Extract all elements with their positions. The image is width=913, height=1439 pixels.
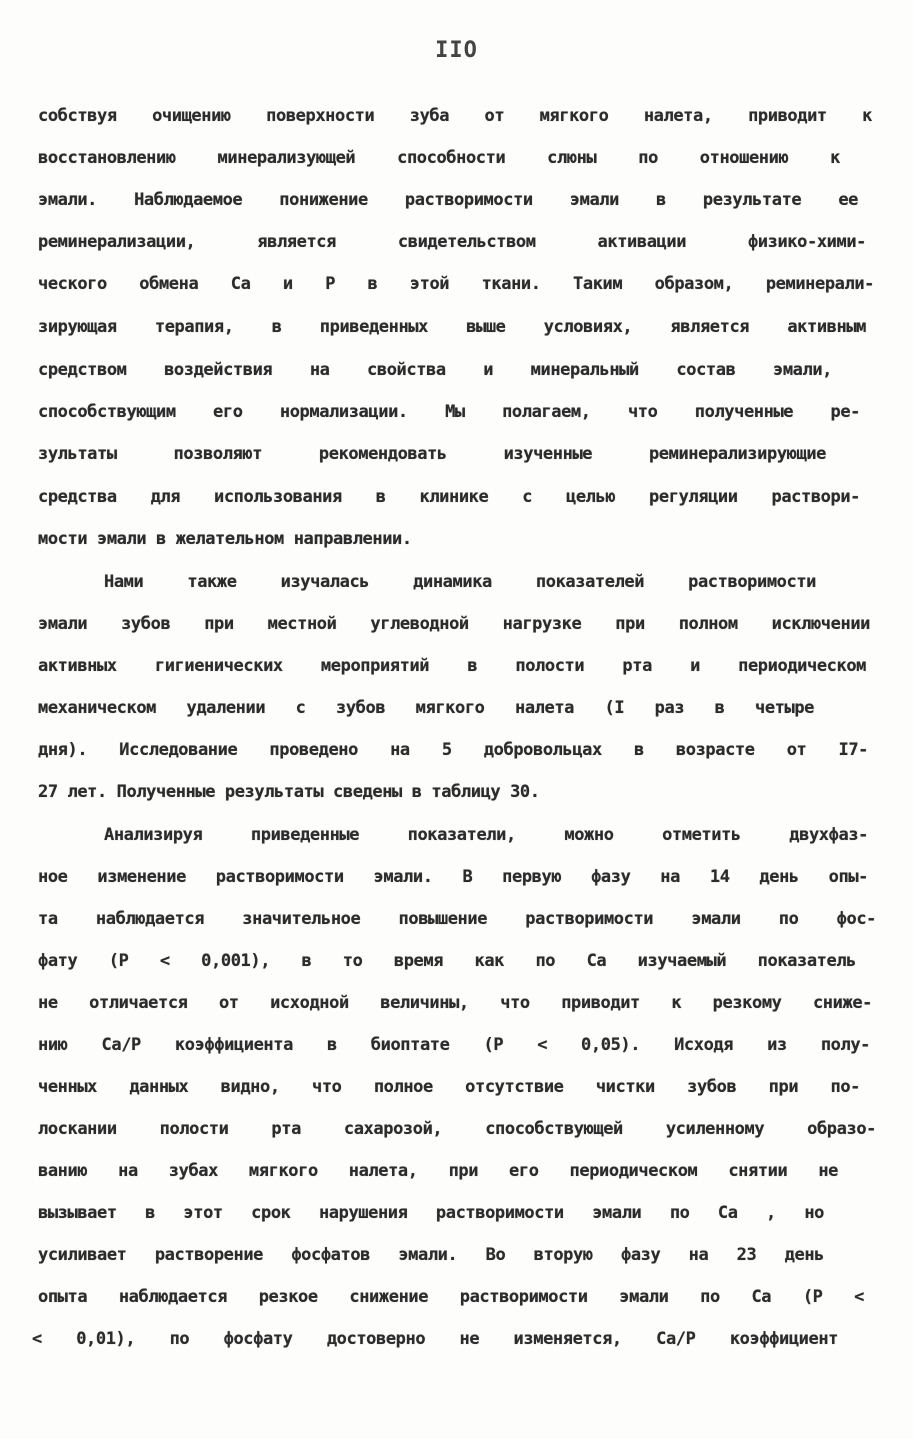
text-line: активных гигиенических мероприятий в полости рта и периодическом	[38, 656, 866, 676]
text-line: фату (P < 0,001), в то время как по Ca изучаемый показатель	[38, 951, 856, 971]
page-number: IIO	[435, 38, 478, 63]
text-line: эмали. Наблюдаемое понижение растворимости эмали в результате ее	[38, 190, 858, 210]
text-line: ческого обмена Ca и P в этой ткани. Таким образом, реминерали-	[38, 274, 874, 294]
text-line: ное изменение растворимости эмали. В первую фазу на 14 день опы-	[38, 867, 868, 887]
text-line: ванию на зубах мягкого налета, при его периодическом снятии не	[38, 1161, 838, 1181]
text-line: мости эмали в желательном направлении.	[38, 529, 412, 549]
text-line: та наблюдается значительное повышение растворимости эмали по фос-	[38, 909, 876, 929]
text-line: дня). Исследование проведено на 5 добровольцах в возрасте от I7-	[38, 740, 868, 760]
text-line: опыта наблюдается резкое снижение растворимости эмали по Ca (P <	[38, 1287, 864, 1307]
text-line: Анализируя приведенные показатели, можно отметить двухфаз-	[104, 825, 868, 845]
text-line: < 0,01), по фосфату достоверно не изменяется, Ca/P коэффициент	[32, 1329, 838, 1349]
text-line: средства для использования в клинике с целью регуляции раствори-	[38, 487, 860, 507]
text-line: зультаты позволяют рекомендовать изученные реминерализирующие	[38, 444, 826, 464]
text-line: зирующая терапия, в приведенных выше условиях, является активным	[38, 317, 866, 337]
text-line: эмали зубов при местной углеводной нагрузке при полном исключении	[38, 614, 870, 634]
text-line: способствующим его нормализации. Мы полагаем, что полученные ре-	[38, 402, 860, 422]
text-line: вызывает в этот срок нарушения растворимости эмали по Ca , но	[38, 1203, 824, 1223]
text-line: Нами также изучалась динамика показателей растворимости	[104, 572, 816, 592]
text-line: реминерализации, является свидетельством активации физико-хими-	[38, 232, 866, 252]
text-line: собствуя очищению поверхности зуба от мягкого налета, приводит к	[38, 106, 872, 126]
text-line: ченных данных видно, что полное отсутствие чистки зубов при по-	[38, 1077, 860, 1097]
text-line: не отличается от исходной величины, что приводит к резкому сниже-	[38, 993, 872, 1013]
text-line: усиливает растворение фосфатов эмали. Во вторую фазу на 23 день	[38, 1245, 824, 1265]
text-line: средством воздействия на свойства и минеральный состав эмали,	[38, 360, 832, 380]
text-line: 27 лет. Полученные результаты сведены в таблицу 30.	[38, 782, 540, 802]
text-line: механическом удалении с зубов мягкого налета (I раз в четыре	[38, 698, 814, 718]
text-line: нию Ca/P коэффициента в биоптате (P < 0,05). Исходя из полу-	[38, 1035, 870, 1055]
text-line: лоскании полости рта сахарозой, способствующей усиленному образо-	[38, 1119, 876, 1139]
text-line: восстановлению минерализующей способности слюны по отношению к	[38, 148, 840, 168]
